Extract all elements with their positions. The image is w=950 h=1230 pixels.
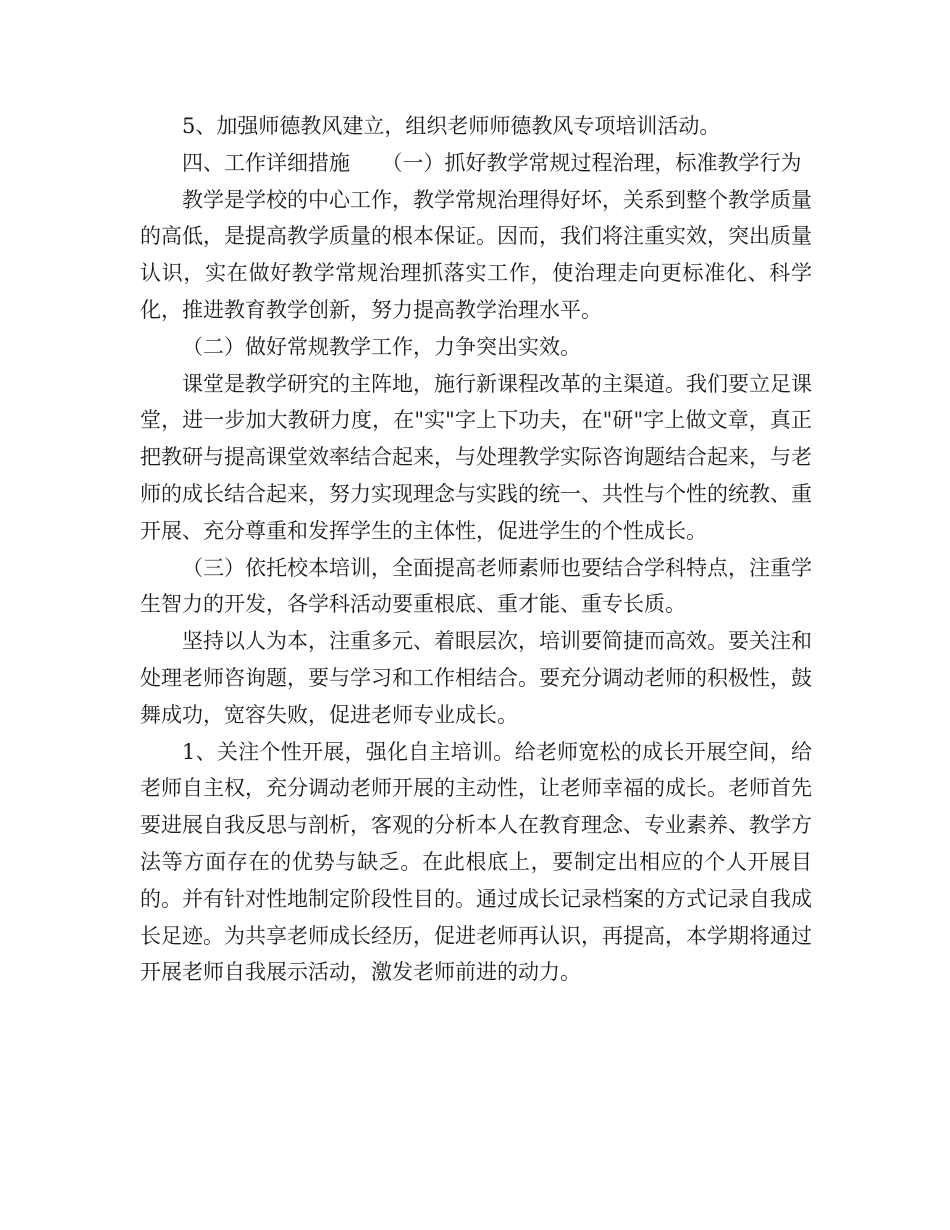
- paragraph-individual-development: 1、关注个性开展，强化自主培训。给老师宽松的成长开展空间，给老师自主权，充分调动老师开展的主动性，让老师幸福的成长。老师首先要进展自我反思与剖析，客观的分析本人在教育理念、专业素养、教学方法等方面存在的优势与缺乏。在此根底上，要制定出相应的个人开展目的。并有针对性地制定阶段性目的。通过成长记录档案的方式记录自我成长足迹。为共享老师成长经历，促进老师再认识，再提高，本学期将通过开展老师自我展示活动，激发老师前进的动力。: [140, 739, 812, 985]
- paragraph-section-four-heading: 四、工作详细措施 （一）抓好教学常规过程治理，标准教学行为: [182, 150, 802, 175]
- document-body: [140, 108, 812, 991]
- paragraph-classroom-research: 课堂是教学研究的主阵地，施行新课程改革的主渠道。我们要立足课堂，进一步加大教研力度，在"实"字上下功夫，在"研"字上做文章，真正把教研与提高课堂效率结合起来，与处理教学实际咨询题结合起来，与老师的成长结合起来，努力实现理念与实践的统一、共性与个性的统教、重开展、充分尊重和发挥学生的主体性，促进学生的个性成长。: [140, 371, 812, 543]
- paragraph-subheading-two: （二）做好常规教学工作，力争突出实效。: [182, 334, 581, 359]
- paragraph-teacher-ethics-item: 5、加强师德教风建立，组织老师师德教风专项培训活动。: [182, 114, 721, 138]
- paragraph-people-oriented: 坚持以人为本，注重多元、着眼层次，培训要简捷而高效。要关注和处理老师咨询题，要与学习和工作相结合。要充分调动老师的积极性，鼓舞成功，宽容失败，促进老师专业成长。: [140, 629, 812, 727]
- paragraph-teaching-routine: 教学是学校的中心工作，教学常规治理得好坏，关系到整个教学质量的高低，是提高教学质量的根本保证。因而，我们将注重实效，突出质量认识，实在做好教学常规治理抓落实工作，使治理走向更标准化、科学化，推进教育教学创新，努力提高教学治理水平。: [140, 187, 812, 322]
- paragraph-subheading-three: （三）依托校本培训，全面提高老师素师也要结合学科特点，注重学生智力的开发，各学科活动要重根底、重才能、重专长质。: [140, 555, 812, 617]
